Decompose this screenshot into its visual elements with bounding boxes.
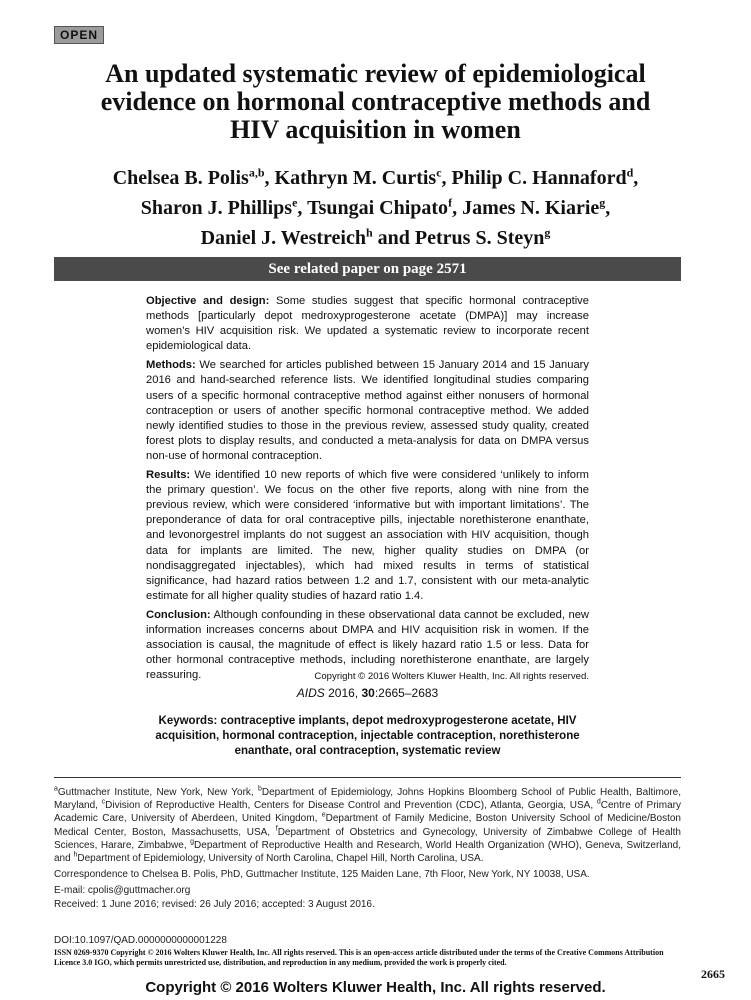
affil-text: Division of Reproductive Health, Centers for Disease Control and Prevention (CDC), Atlanta, Georgia, USA, [105, 800, 597, 812]
affil-text: Department of Epidemiology, Johns Hopkins Bloomberg School of Public Health, Baltimore, Maryland, [54, 787, 682, 812]
license-notice: ISSN 0269-9370 Copyright © 2016 Wolters Kluwer Health, Inc. All rights reserved. This is an open-access article distributed under the terms of the Creative Commons Attribution Licence 3.0 IGO, which permits unrestricted use, distribution, and reproduction in any medium, provided the work is properly cited. [54, 948, 664, 967]
author-name: Daniel J. Westreich [200, 227, 366, 249]
affil-sup: a [54, 785, 58, 793]
author-name: Sharon J. Phillips [140, 197, 293, 219]
author-affil-sup: a,b [248, 165, 265, 180]
author-name: Kathryn M. Curtis [274, 167, 437, 189]
affiliations-block [54, 786, 681, 914]
author-sep: , [297, 197, 308, 219]
author-affil-sup: g [599, 195, 606, 210]
affil-text: Centre of Primary Academic Care, University of Aberdeen, United Kingdom, [54, 800, 681, 825]
author-affil-sup: f [448, 195, 453, 210]
journal-citation [146, 686, 589, 700]
related-paper-link[interactable]: See related paper on page 2571 [54, 257, 681, 281]
footer-copyright: Copyright © 2016 Wolters Kluwer Health, Inc. All rights reserved. [145, 979, 606, 996]
journal-name: AIDS [296, 686, 325, 700]
citation-volume: 30 [361, 686, 375, 700]
section-text: Some studies suggest that specific hormonal contraceptive methods [particularly depot medroxyprogesterone acetate (DMPA)] may increase women’s HIV acquisition risk. We updated a systematic review to incorporate recent epidemiological data. [146, 295, 589, 353]
author-line [40, 223, 711, 253]
affil-text: Department of Epidemiology, University of North Carolina, Chapel Hill, North Carolina, USA. [77, 853, 484, 865]
article-title [40, 60, 711, 144]
section-heading: Results: [146, 469, 191, 482]
author-name: Tsungai Chipato [307, 197, 449, 219]
title-line: An updated systematic review of epidemiological [105, 59, 646, 88]
keywords: Keywords: contraceptive implants, depot medroxyprogesterone acetate, HIV acquisition, hormonal contraception, injectable contraception, norethisterone enanthate, oral contraception, systematic review [155, 715, 580, 757]
author-sep: , [441, 167, 452, 189]
affil-text: Guttmacher Institute, New York, New York, [57, 787, 258, 798]
section-heading: Objective and design: [146, 295, 270, 307]
author-sep: , [633, 167, 639, 189]
affil-sup: e [321, 812, 326, 820]
abstract-results [146, 468, 589, 604]
abstract-copyright: Copyright © 2016 Wolters Kluwer Health, Inc. All rights reserved. [314, 671, 589, 683]
affil-sup: h [73, 851, 78, 859]
author-affil-sup: e [292, 195, 298, 210]
author-affil-sup: c [436, 165, 442, 180]
section-text: Although confounding in these observational data cannot be excluded, new information increases concerns about DMPA and HIV acquisition risk in women. If the association is causal, the magnitude of effect is likely hazard ratio 1.5 or less. Data for other hormonal contraceptive methods, including norethisterone enanthate, are largely reassuring. [146, 608, 589, 682]
author-sep: and [372, 227, 415, 249]
affil-sup: c [101, 798, 106, 806]
abstract-conclusion [146, 608, 589, 683]
author-affil-sup: g [544, 225, 551, 240]
abstract-objective [146, 294, 589, 354]
author-name: Chelsea B. Polis [112, 167, 249, 189]
author-name: Petrus S. Steyn [414, 227, 545, 249]
received-dates: Received: 1 June 2016; revised: 26 July 2016; accepted: 3 August 2016. [54, 898, 375, 910]
affil-sup: b [257, 785, 262, 793]
affil-text: Department of Obstetrics and Gynecology, University of Zimbabwe College of Health Sciences, Harare, Zimbabwe, [54, 826, 681, 851]
author-affil-sup: d [626, 165, 634, 180]
author-sep: , [605, 197, 611, 219]
affiliations [54, 786, 681, 865]
doi-link[interactable]: DOI:10.1097/QAD.0000000000001228 [54, 935, 227, 946]
title-line: evidence on hormonal contraceptive methods and [100, 87, 651, 116]
author-line [40, 163, 711, 193]
title-line: HIV acquisition in women [230, 115, 521, 144]
abstract-methods [146, 358, 589, 464]
page-number: 2665 [701, 967, 725, 981]
affil-sup: f [275, 825, 278, 833]
citation-pages: :2665–2683 [374, 686, 439, 700]
section-heading: Methods: [146, 359, 196, 372]
citation-year: 2016, [324, 686, 362, 700]
open-access-badge: OPEN [54, 26, 104, 44]
author-affil-sup: h [365, 225, 373, 240]
author-name: James N. Kiarie [462, 197, 600, 219]
correspondence: Correspondence to Chelsea B. Polis, PhD, Guttmacher Institute, 125 Maiden Lane, 7th Floor, New York, NY 10038, USA. [54, 869, 590, 881]
affil-sup: g [190, 838, 195, 846]
section-heading: Conclusion: [146, 608, 211, 621]
affil-text: Department of Family Medicine, Boston University School of Medicine/Boston Medical Center, Boston, Massachusetts, USA, [54, 813, 681, 838]
section-text: We searched for articles published between 15 January 2014 and 15 January 2016 and hand-searched reference lists. We identified longitudinal studies comparing users of a specific hormonal contraceptive method against either nonusers of hormonal contraception or users of another specific hormonal contraceptive method. We added newly identified studies to those in the previous review, assessed study quality, created forest plots to display results, and conducted a meta-analysis for data on DMPA versus non-use of hormonal contraception. [146, 359, 589, 462]
author-list [40, 163, 711, 253]
email-link[interactable]: E-mail: cpolis@guttmacher.org [54, 885, 191, 897]
author-line [40, 193, 711, 223]
affil-sup: d [596, 798, 601, 806]
divider [54, 777, 681, 778]
section-text: We identified 10 new reports of which five were considered ‘unlikely to inform the primary question’. We focus on the other five reports, along with nine from the previous review, which were considered ‘informative but with important limitations’. The preponderance of data for oral contraceptive pills, injectable norethisterone enanthate, and levonorgestrel implants do not suggest an association with HIV acquisition, though data for implants are limited. The new, higher quality studies on DMPA (or nondisaggregated injectables), which had mixed results in terms of statistical significance, had hazard ratios between 1.2 and 1.7, consistent with our meta-analytic estimate for all higher quality studies of hazard ratio 1.4. [146, 469, 589, 602]
abstract [146, 294, 589, 687]
affil-text: Department of Reproductive Health and Research, World Health Organization (WHO), Geneva, Switzerland, and [54, 839, 681, 865]
author-name: Philip C. Hannaford [451, 167, 627, 189]
author-sep: , [264, 167, 275, 189]
author-sep: , [452, 197, 463, 219]
